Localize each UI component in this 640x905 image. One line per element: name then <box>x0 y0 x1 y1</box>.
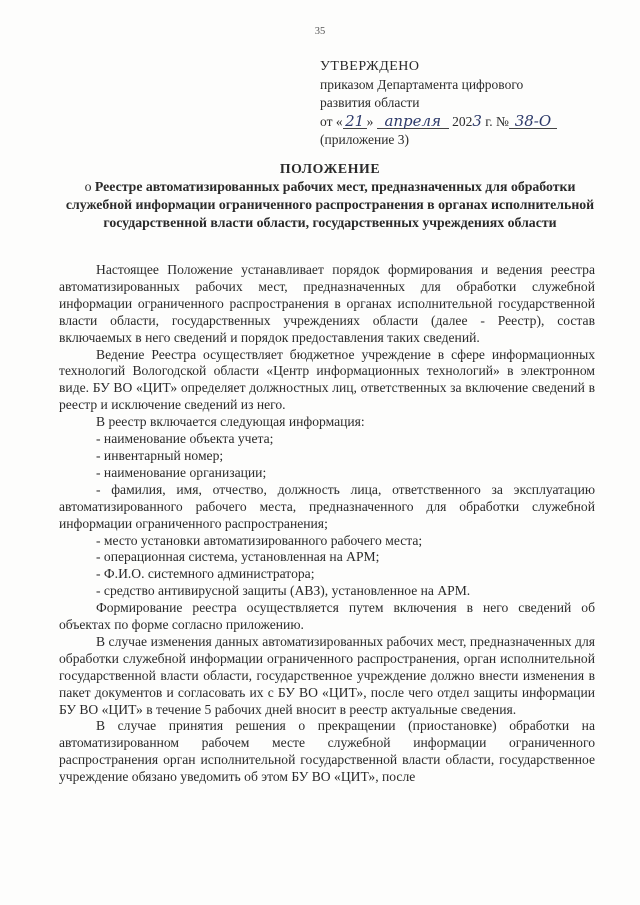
handwritten-order-number: 38-О <box>509 114 557 129</box>
list-item: - наименование объекта учета; <box>96 431 274 447</box>
date-prefix: от « <box>320 114 343 129</box>
paragraph-2: Ведение Реестра осуществляет бюджетное учреждение в сфере информационных технологий Вологодской области «Центр информационных технологий» в электронном виде. БУ ВО «ЦИТ» определяет должностных лиц, ответственных за включение сведений в реестр и исключение сведений из него. <box>59 346 595 413</box>
year-prefix: 202 <box>452 114 473 129</box>
list-item: - операционная система, установленная на АРМ; <box>96 549 380 565</box>
list-item: - фамилия, имя, отчество, должность лица, ответственного за эксплуатацию автоматизированного рабочего места, предназначенного для обработки служебной информации ограниченного распространения; <box>59 481 595 531</box>
paragraph-5: В случае изменения данных автоматизированных рабочих мест, предназначенных для обработки служебной информации ограниченного распространения, орган исполнительной государственной власти области, государственное учреждение должно внести изменения в пакет документов и согласовать их с БУ ВО «ЦИТ», после чего отдел защиты информации БУ ВО «ЦИТ» в течение 5 рабочих дней вносит в реестр актуальные сведения. <box>59 633 595 717</box>
document-body <box>59 262 595 786</box>
approval-appendix: (приложение 3) <box>320 132 410 147</box>
list-item: - средство антивирусной защиты (АВЗ), установленное на АРМ. <box>96 583 471 599</box>
approval-stamp <box>320 58 620 149</box>
document-subtitle <box>60 178 600 232</box>
list-item: - наименование организации; <box>96 464 267 480</box>
list-item: - Ф.И.О. системного администратора; <box>96 566 315 582</box>
document-title-block <box>60 160 600 232</box>
paragraph-1: Настоящее Положение устанавливает порядок формирования и ведения реестра автоматизированных рабочих мест, предназначенных для обработки служебной информации ограниченного распространения в органах исполнительной государственной власти области, государственных учреждениях области (далее - Реестр), состав включаемых в него сведений и порядок предоставления таких сведений. <box>59 262 595 345</box>
handwritten-day: 21 <box>343 114 367 129</box>
paragraph-3: В реестр включается следующая информация: <box>96 414 365 430</box>
handwritten-month: апреля <box>377 114 449 129</box>
date-separator: » <box>366 114 374 129</box>
document-title: ПОЛОЖЕНИЕ <box>279 161 381 176</box>
list-item: - инвентарный номер; <box>96 447 224 463</box>
order-date-line <box>320 112 620 131</box>
handwritten-year-digit: 3 <box>472 112 482 130</box>
paragraph-6: В случае принятия решения о прекращении (приостановке) обработки на автоматизированном рабочем месте служебной информации ограниченного распространения орган исполнительной государственной власти области, государственное учреждение обязано уведомить об этом БУ ВО «ЦИТ», после <box>59 718 595 785</box>
subtitle-text: Реестре автоматизированных рабочих мест, предназначенных для обработки служебной информации ограниченного распространения в органах исполнительной государственной власти области, государственных учреждениях области <box>65 179 595 230</box>
approval-heading: УТВЕРЖДЕНО <box>320 59 420 74</box>
subtitle-preposition: о <box>84 179 92 194</box>
number-prefix: г. № <box>481 114 509 129</box>
paragraph-4: Формирование реестра осуществляется путем включения в него сведений об объектах по форме согласно приложению. <box>59 600 595 633</box>
page-number: 35 <box>314 26 326 37</box>
list-item: - место установки автоматизированного рабочего места; <box>96 532 423 548</box>
approval-line-1: приказом Департамента цифрового <box>320 77 524 92</box>
approval-line-2: развития области <box>320 95 420 110</box>
